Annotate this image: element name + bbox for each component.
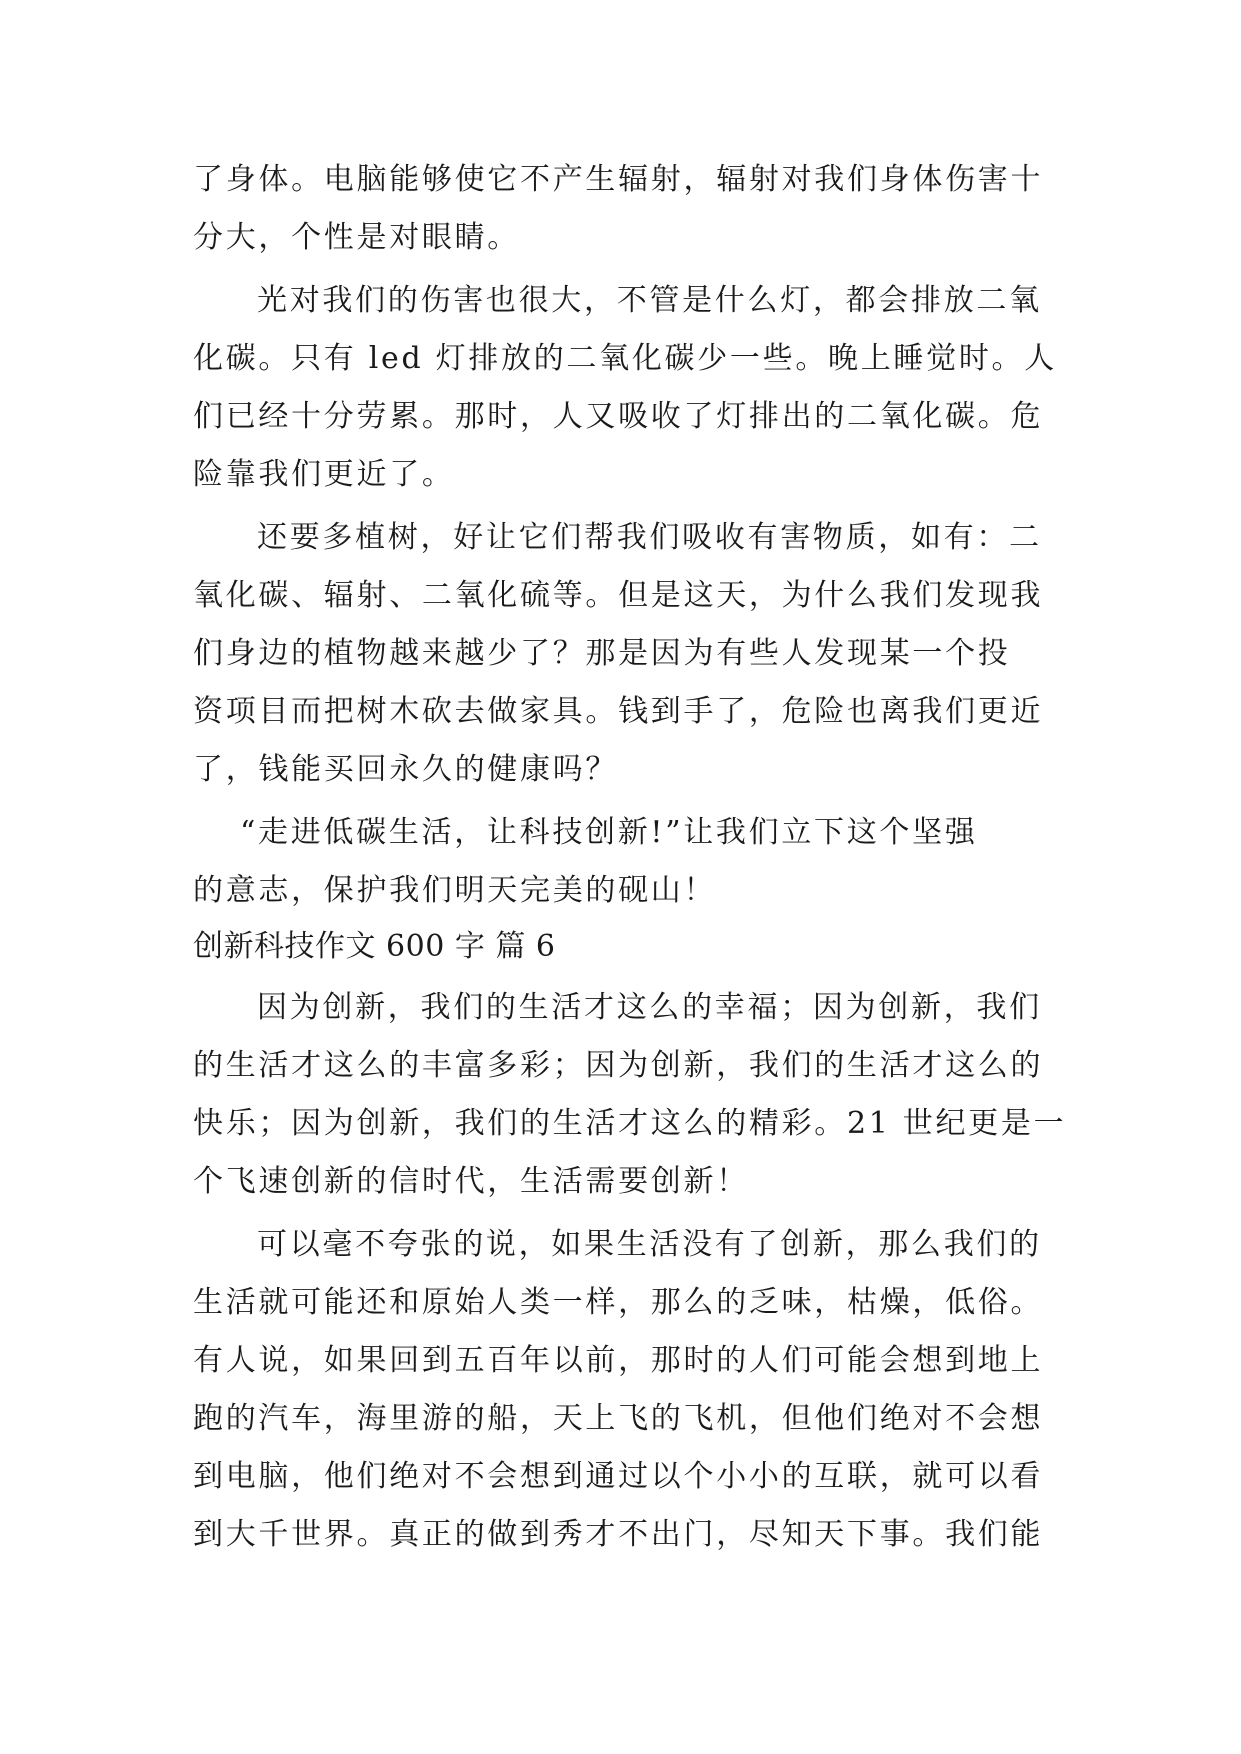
text-line: 到大千世界。真正的做到秀才不出门，尽知天下事。我们能 — [193, 1517, 1044, 1552]
text-line: 氧化碳、辐射、二氧化硫等。但是这天，为什么我们发现我 — [193, 578, 1044, 613]
text-line: 们身边的植物越来越少了？那是因为有些人发现某一个投 — [193, 636, 1011, 671]
text-line: 跑的汽车，海里游的船，天上飞的飞机，但他们绝对不会想 — [193, 1401, 1044, 1436]
paragraph-first-line: 可以毫不夸张的说，如果生活没有了创新，那么我们的 — [257, 1227, 1042, 1262]
paragraph-first-line: 光对我们的伤害也很大，不管是什么灯，都会排放二氧 — [257, 283, 1042, 318]
text-line: 们已经十分劳累。那时，人又吸收了灯排出的二氧化碳。危 — [193, 399, 1044, 434]
text-line: 快乐；因为创新，我们的生活才这么的精彩。21 世纪更是一 — [193, 1106, 1067, 1141]
text-line: 生活就可能还和原始人类一样，那么的乏味，枯燥，低俗。 — [193, 1285, 1044, 1320]
text-line: 有人说，如果回到五百年以前，那时的人们可能会想到地上 — [193, 1343, 1044, 1378]
paragraph-first-line: 因为创新，我们的生活才这么的幸福；因为创新，我们 — [257, 990, 1042, 1025]
section-heading: 创新科技作文 600 字 篇 6 — [193, 929, 556, 964]
text-line: 资项目而把树木砍去做家具。钱到手了，危险也离我们更近 — [193, 694, 1044, 729]
paragraph-first-line: 还要多植树，好让它们帮我们吸收有害物质，如有：二 — [257, 520, 1042, 555]
paragraph-first-line: “走进低碳生活，让科技创新!”让我们立下这个坚强 — [240, 815, 978, 850]
text-line: 到电脑，他们绝对不会想到通过以个小小的互联，就可以看 — [193, 1459, 1044, 1494]
text-line: 分大，个性是对眼睛。 — [193, 220, 520, 255]
text-line: 化碳。只有 led 灯排放的二氧化碳少一些。晚上睡觉时。人 — [193, 341, 1057, 376]
text-line: 险靠我们更近了。 — [193, 457, 455, 492]
text-line: 的意志，保护我们明天完美的砚山！ — [193, 873, 717, 908]
text-line: 个飞速创新的信时代，生活需要创新！ — [193, 1164, 749, 1199]
text-line: 的生活才这么的丰富多彩；因为创新，我们的生活才这么的 — [193, 1048, 1044, 1083]
text-line: 了身体。电脑能够使它不产生辐射，辐射对我们身体伤害十 — [193, 162, 1044, 197]
text-line: 了，钱能买回永久的健康吗？ — [193, 752, 619, 787]
